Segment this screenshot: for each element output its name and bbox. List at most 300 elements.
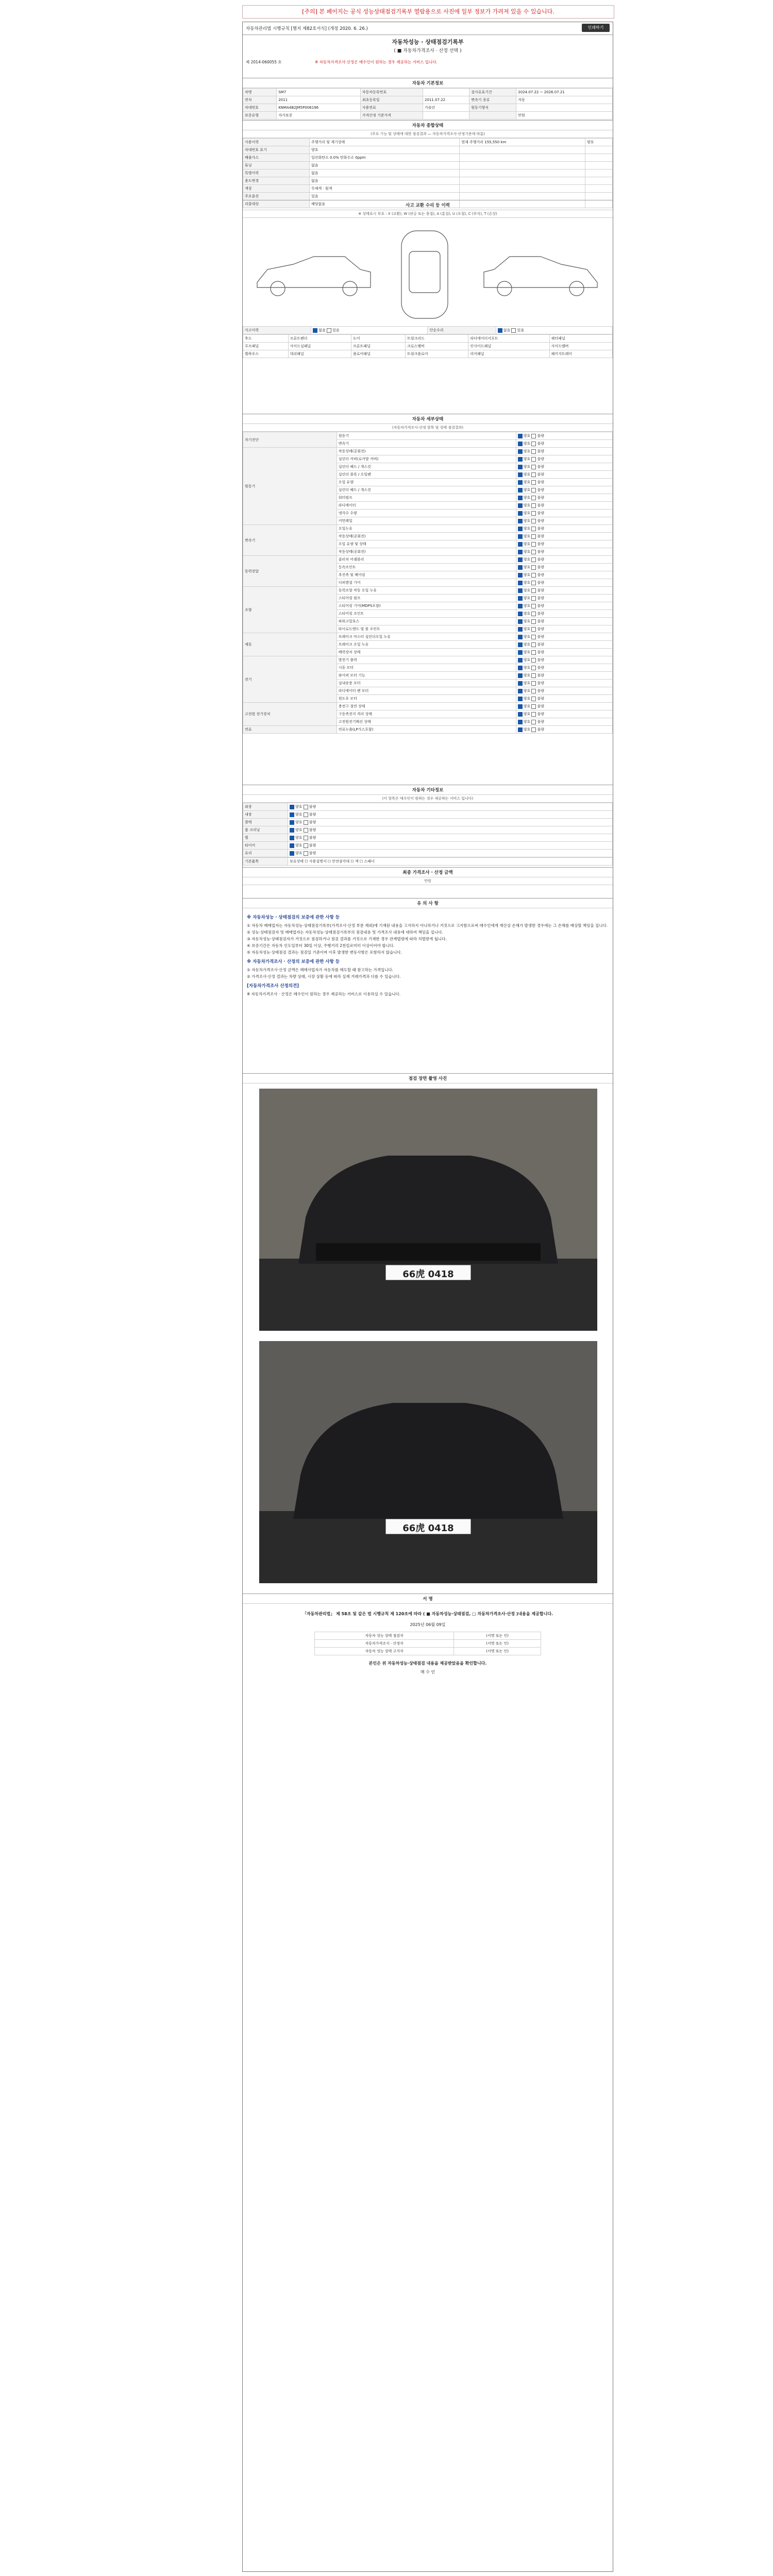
checkbox-icon (518, 449, 523, 454)
checkbox-icon (531, 557, 536, 562)
price-warning: ※ 자동차가격조사·산정은 매수인이 원하는 경우 제공하는 서비스 입니다. (315, 60, 438, 64)
detail-item-status[interactable] (516, 564, 612, 571)
checkbox-icon (518, 666, 523, 670)
detail-item-status[interactable] (516, 455, 612, 463)
simple-repair-answer[interactable] (496, 327, 612, 334)
detail-item-status[interactable] (516, 587, 612, 595)
detail-item-name: 타이로드엔드 및 볼 조인트 (337, 625, 516, 633)
other-item-status[interactable] (288, 850, 613, 857)
checkbox-icon (518, 565, 523, 570)
checkbox-icon (531, 527, 536, 531)
option-label: 불량 (537, 581, 545, 585)
detail-item-status[interactable] (516, 463, 612, 471)
detail-item-name: 연료누출(LP가스포함) (337, 726, 516, 734)
table-cell: 양호 (585, 139, 612, 146)
detail-item-status[interactable] (516, 533, 612, 540)
detail-item-status[interactable] (516, 479, 612, 486)
checkbox-icon (518, 658, 523, 663)
panel-cell: 대쉬패널 (288, 350, 351, 358)
notes-paragraph: ※ 자동차가격조사 · 산정은 매수인이 원하는 경우 제공하는 서비스로 이용하실 수 있습니다. (247, 992, 401, 996)
panel-cell: 루프패널 (243, 343, 289, 350)
table-cell (460, 185, 585, 193)
inspection-sheet (242, 22, 613, 2572)
option-label: 양호 (523, 511, 531, 515)
option-label: 불량 (537, 635, 545, 639)
table-row (243, 826, 613, 834)
table-row (243, 819, 613, 826)
checkbox-icon (531, 673, 536, 678)
detail-item-status[interactable] (516, 672, 612, 680)
detail-item-name: 오일누유 (337, 525, 516, 533)
detail-item-status[interactable] (516, 664, 612, 672)
document-title: 자동차성능 · 상태점검기록부 (392, 39, 464, 45)
detail-section-name: 변속기 (243, 525, 337, 556)
option-label: 불량 (537, 727, 545, 732)
table-cell: 무채색 · 흰색 (309, 185, 459, 193)
final-price-value: 만원 (243, 877, 613, 885)
inspection-photo-rear (259, 1341, 597, 1583)
detail-section-name: 동력전달 (243, 556, 337, 587)
detail-item-name: 동력조향 작동 오일 누유 (337, 587, 516, 595)
option-label: 양호 (523, 457, 531, 461)
detail-item-name: 실내송풍 모터 (337, 680, 516, 687)
panel-cell: 쿼터패널 (549, 335, 612, 343)
detail-item-status[interactable] (516, 440, 612, 448)
checkbox-icon (531, 666, 536, 670)
panel-cell: 도어 (351, 335, 406, 343)
table-cell: 색상 (243, 185, 310, 193)
detail-table (243, 432, 613, 734)
detail-item-status[interactable] (516, 432, 612, 440)
table-cell (423, 112, 469, 120)
option-label: 불량 (537, 573, 545, 577)
detail-item-status[interactable] (516, 548, 612, 556)
other-item-name: 타이어 (243, 842, 288, 850)
table-row (315, 1648, 541, 1655)
car-body-diagram (247, 221, 608, 324)
final-price-section (243, 867, 613, 885)
option-label: 불량 (537, 488, 545, 492)
table-cell (516, 104, 613, 112)
overall-status-subtitle: (주요 기능 및 상태에 대한 점검결과 — 자동차가격조사·산정기준에 따름) (243, 130, 613, 138)
table-row (243, 96, 613, 104)
option-label: 불량 (537, 534, 545, 538)
option-label: 불량 (537, 612, 545, 616)
option-label: 양호 (523, 488, 531, 492)
option-label: 양호 (523, 527, 531, 531)
checkbox-icon (531, 442, 536, 446)
table-row (243, 177, 613, 185)
detail-item-status[interactable] (516, 633, 612, 641)
option-label: 있음 (517, 328, 524, 332)
table-row (243, 448, 613, 455)
form-reference: 자동차관리법 시행규칙 [별지 제82호서식] (개정 2020. 6. 26.) (246, 26, 368, 31)
detail-item-status[interactable] (516, 649, 612, 656)
basic-items-values: 보유상태 ☐ 사용설명서 ☐ 안전삼각대 ☐ 잭 ☐ 스패너 (288, 858, 613, 866)
detail-item-status[interactable] (516, 571, 612, 579)
option-label: 양호 (295, 805, 303, 809)
other-item-status[interactable] (288, 842, 613, 850)
detail-item-name: 시동 모터 (337, 664, 516, 672)
checkbox-icon (518, 619, 523, 624)
option-label: 불량 (537, 503, 545, 507)
checkbox-icon (518, 527, 523, 531)
checkbox-icon (531, 565, 536, 570)
option-label: 양호 (295, 828, 303, 832)
table-cell: 검사유효기간 (469, 89, 516, 96)
checkbox-icon (531, 627, 536, 632)
detail-item-name: 라디에이터 팬 모터 (337, 687, 516, 695)
table-row (243, 811, 613, 819)
table-cell: 없음 (309, 177, 459, 185)
table-cell: 자동차등록번호 (360, 89, 423, 96)
option-label: 불량 (537, 681, 545, 685)
option-label: 불량 (309, 828, 316, 832)
detail-item-status[interactable] (516, 556, 612, 564)
table-row (243, 850, 613, 857)
signature-footer: 본인은 위 자동차성능·상태점검 내용을 제공받았음을 확인합니다. (368, 1661, 487, 1666)
detail-section-name: 고전원 전기장치 (243, 703, 337, 726)
detail-item-name: 작동상태(공회전) (337, 548, 516, 556)
option-label: 양호 (523, 434, 531, 438)
panel-cell: 후드 (243, 335, 289, 343)
option-label: 불량 (537, 720, 545, 724)
option-label: 양호 (523, 650, 531, 654)
detail-item-name: 작동상태(공회전) (337, 448, 516, 455)
panel-cell: 사이드실패널 (288, 343, 351, 350)
detail-item-status[interactable] (516, 525, 612, 533)
other-item-status[interactable] (288, 803, 613, 811)
checkbox-icon (518, 612, 523, 616)
document-header (243, 36, 613, 77)
option-label: 양호 (523, 720, 531, 724)
print-button[interactable]: 인쇄하기 (582, 24, 610, 32)
detail-item-status[interactable] (516, 625, 612, 633)
table-cell: 2024.07.22 ~ 2026.07.21 (516, 89, 613, 96)
detail-item-name: 실린더 커버(로커암 커버) (337, 455, 516, 463)
option-label: 불량 (537, 627, 545, 631)
option-label: 불량 (537, 642, 545, 647)
detail-item-name: 실린더 헤드 / 개스킷 (337, 463, 516, 471)
detail-item-status[interactable] (516, 471, 612, 479)
detail-item-status[interactable] (516, 448, 612, 455)
option-label: 양호 (523, 604, 531, 608)
detail-item-status[interactable] (516, 687, 612, 695)
other-item-status[interactable] (288, 819, 613, 826)
table-cell (460, 193, 585, 200)
panel-cell: 패키지트레이 (549, 350, 612, 358)
table-row (243, 162, 613, 170)
accident-answer-table (243, 326, 613, 334)
detail-item-name: 커먼레일 (337, 517, 516, 525)
panel-cell: 라디에이터서포트 (468, 335, 549, 343)
notes-heading: [자동차가격조사 산정의견] (247, 984, 299, 989)
table-cell: SM7 (277, 89, 361, 96)
table-cell: 특별이력 (243, 170, 310, 177)
option-label: 양호 (523, 658, 531, 662)
checkbox-icon (518, 650, 523, 655)
option-label: 불량 (537, 596, 545, 600)
detail-item-name: 실린더 헤드 / 개스킷 (337, 486, 516, 494)
option-label: 양호 (523, 642, 531, 647)
panel-cell: 리어패널 (468, 350, 549, 358)
table-cell: 주요옵션 (243, 193, 310, 200)
table-cell (423, 89, 469, 96)
detail-item-name: 디퍼렌셜 기어 (337, 579, 516, 587)
table-cell (585, 154, 612, 162)
table-cell (460, 162, 585, 170)
option-label: 양호 (523, 697, 531, 701)
basic-items-table (243, 857, 613, 866)
detail-item-status[interactable] (516, 695, 612, 703)
signature-statement: 「자동차관리법」 제 58조 및 같은 법 시행규칙 제 120조에 따라 ( ■ 자동차성능·상태점검, □ 자동차가격조사·산정 )내용을 제공합니다. (302, 1612, 553, 1616)
table-row (243, 432, 613, 440)
checkbox-icon (304, 843, 308, 848)
checkbox-icon (531, 642, 536, 647)
table-cell[interactable]: (서명 또는 인) (454, 1632, 541, 1640)
detail-item-status[interactable] (516, 703, 612, 710)
checkbox-icon (531, 496, 536, 500)
detail-item-status[interactable] (516, 680, 612, 687)
checkbox-icon (304, 828, 308, 833)
option-label: 불량 (309, 812, 316, 817)
option-label: 불량 (537, 565, 545, 569)
notes-paragraph: ② 가격조사·산정 결과는 차량 상태, 시장 상황 등에 따라 실제 거래가격과 다를 수 있습니다. (247, 974, 401, 979)
option-label: 불량 (537, 465, 545, 469)
option-label: 불량 (537, 604, 545, 608)
checkbox-icon (518, 596, 523, 601)
checkbox-icon (531, 472, 536, 477)
final-price-title: 최종 가격조사 · 산정 금액 (243, 868, 613, 877)
option-label: 불량 (309, 843, 316, 848)
option-label: 없음 (318, 328, 326, 332)
option-label: 불량 (309, 820, 316, 824)
detail-item-status[interactable] (516, 610, 612, 618)
table-row (243, 858, 613, 866)
checkbox-icon (531, 650, 536, 655)
option-label: 불량 (537, 666, 545, 670)
license-plate-front: 66虎 0418 (402, 1269, 454, 1280)
option-label: 불량 (537, 472, 545, 477)
checkbox-icon (290, 828, 294, 833)
detail-item-name: 브레이크 오일 누유 (337, 641, 516, 649)
table-cell (460, 146, 585, 154)
detail-item-status[interactable] (516, 710, 612, 718)
detail-section-name: 연료 (243, 726, 337, 734)
table-cell: 주행거리 및 계기상태 (309, 139, 459, 146)
option-label: 불량 (537, 704, 545, 708)
checkbox-icon (304, 820, 308, 825)
detail-item-name: 냉각수 수량 (337, 510, 516, 517)
table-cell: 자동차 성능 상태 고지자 (315, 1648, 454, 1655)
document-subtitle: ( ■ 자동차가격조사 · 산정 선택 ) (394, 48, 462, 54)
checkbox-icon (304, 805, 308, 809)
detail-item-name: 추진축 및 베어링 (337, 571, 516, 579)
overall-status-section (243, 120, 613, 208)
detail-item-status[interactable] (516, 502, 612, 510)
checkbox-icon (518, 689, 523, 693)
table-cell: 최초등록일 (360, 96, 423, 104)
checkbox-icon (531, 465, 536, 469)
detail-item-status[interactable] (516, 494, 612, 502)
other-item-name: 내장 (243, 811, 288, 819)
detail-item-status[interactable] (516, 595, 612, 602)
notes-paragraph: ① 자동차 매매업자는 자동차성능·상태점검기록부(가격조사·산정 부분 제외)에 기재된 내용을 고지하지 아니하거나 거짓으로 고지함으로써 매수인에게 재산상 손해가 발생한 경우에는 그 손해를 배상할 책임을 집니다. (247, 923, 608, 928)
other-info-title: 자동차 기타정보 (243, 785, 613, 795)
option-label: 양호 (523, 666, 531, 670)
table-cell: 있음 (309, 193, 459, 200)
signature-date: 2025년 06월 09일 (410, 1622, 446, 1627)
detail-item-name: 라디에이터 (337, 502, 516, 510)
option-label: 양호 (523, 673, 531, 677)
other-item-name: 유리 (243, 850, 288, 857)
other-item-name: 룸 크리닝 (243, 826, 288, 834)
detail-item-name: 스티어링 조인트 (337, 610, 516, 618)
detail-item-status[interactable] (516, 656, 612, 664)
table-row (243, 525, 613, 533)
detail-item-status[interactable] (516, 618, 612, 625)
table-cell: 변속기 종류 (469, 96, 516, 104)
checkbox-icon (531, 480, 536, 485)
table-cell (585, 162, 612, 170)
checkbox-icon (518, 480, 523, 485)
option-label: 있음 (332, 328, 340, 332)
checkbox-icon (531, 720, 536, 724)
detail-item-status[interactable] (516, 602, 612, 610)
signature-body (243, 1609, 613, 1675)
detail-item-name: 워터펌프 (337, 494, 516, 502)
signature-title: 서 명 (243, 1594, 613, 1604)
table-cell: 가솔린 (423, 104, 469, 112)
notes-section (243, 898, 613, 908)
detail-item-name: 배력장치 상태 (337, 649, 516, 656)
panel-cell: 사이드멤버 (549, 343, 612, 350)
table-row (315, 1640, 541, 1648)
option-label: 양호 (523, 704, 531, 708)
detail-item-name: 스티어링 기어(MDPS포함) (337, 602, 516, 610)
option-label: 불량 (309, 805, 316, 809)
panel-table (243, 334, 613, 358)
detail-item-name: 윈도우 모터 (337, 695, 516, 703)
checkbox-icon (518, 496, 523, 500)
detail-item-name: 오일 유량 (337, 479, 516, 486)
checkbox-icon (518, 604, 523, 608)
detail-item-status[interactable] (516, 718, 612, 726)
option-label: 불량 (537, 658, 545, 662)
table-cell[interactable]: (서명 또는 인) (454, 1648, 541, 1655)
table-cell (460, 177, 585, 185)
detail-item-name: 오일 유량 및 상태 (337, 540, 516, 548)
detail-item-name: 등속조인트 (337, 564, 516, 571)
checkbox-icon (511, 328, 516, 333)
detail-item-status[interactable] (516, 726, 612, 734)
overall-status-title: 자동차 종합상태 (243, 121, 613, 130)
table-cell: 자동차가격조사 · 산정자 (315, 1640, 454, 1648)
option-label: 불량 (537, 557, 545, 562)
option-label: 불량 (537, 519, 545, 523)
panel-cell: 크로스멤버 (406, 343, 468, 350)
sheet-topbar (243, 22, 613, 35)
checkbox-icon (290, 812, 294, 817)
panel-cell: 휠하우스 (243, 350, 289, 358)
checkbox-icon (518, 503, 523, 508)
option-label: 불량 (537, 550, 545, 554)
option-label: 양호 (523, 557, 531, 562)
checkbox-icon (518, 581, 523, 585)
detail-item-status[interactable] (516, 579, 612, 587)
notes-heading: ※ 자동차가격조사 · 산정의 보증에 관한 사항 등 (247, 959, 340, 964)
notes-title: 유 의 사 항 (243, 899, 613, 908)
table-cell: 없음 (309, 170, 459, 177)
checkbox-icon (531, 542, 536, 547)
notes-paragraph: ① 자동차가격조사·산정 금액은 매매사업자가 자동차를 매도할 때 참고하는 가격입니다. (247, 968, 394, 972)
option-label: 양호 (523, 619, 531, 623)
checkbox-icon (531, 519, 536, 523)
table-cell[interactable]: (서명 또는 인) (454, 1640, 541, 1648)
detail-item-name: 충전구 절연 상태 (337, 703, 516, 710)
table-cell: 용도변경 (243, 177, 310, 185)
other-item-status[interactable] (288, 811, 613, 819)
other-info-subtitle: (이 항목은 매수인이 원하는 경우 제공하는 서비스 입니다) (243, 795, 613, 803)
detail-item-status[interactable] (516, 641, 612, 649)
signature-section (243, 1594, 613, 1604)
table-row (243, 193, 613, 200)
option-label: 불량 (537, 496, 545, 500)
table-cell: 사용이력 (243, 139, 310, 146)
other-item-status[interactable] (288, 826, 613, 834)
detail-title: 자동차 세부상태 (243, 414, 613, 424)
checkbox-icon (518, 511, 523, 516)
option-label: 불량 (537, 442, 545, 446)
checkbox-icon (290, 805, 294, 809)
detail-item-name: 와이퍼 모터 기능 (337, 672, 516, 680)
detail-item-name: 실린더 블록 / 오일팬 (337, 471, 516, 479)
checkbox-icon (531, 604, 536, 608)
option-label: 불량 (537, 697, 545, 701)
notes-heading: ※ 자동차성능 · 상태점검의 보증에 관한 사항 등 (247, 915, 340, 920)
option-label: 불량 (537, 434, 545, 438)
table-cell (585, 193, 612, 200)
accident-history-answer[interactable] (311, 327, 428, 334)
checkbox-icon (518, 557, 523, 562)
checkbox-icon (531, 534, 536, 539)
detail-item-status[interactable] (516, 517, 612, 525)
table-cell: 2011.07.22 (423, 96, 469, 104)
table-cell (460, 170, 585, 177)
option-label: 양호 (523, 519, 531, 523)
table-cell (469, 112, 516, 120)
panel-cell: 트렁크플로어 (406, 350, 468, 358)
overall-status-table (243, 138, 613, 208)
detail-section-name: 전기 (243, 656, 337, 703)
table-cell: 자동 (516, 96, 613, 104)
detail-item-status[interactable] (516, 510, 612, 517)
table-cell: 가격산정 기준가격 (360, 112, 423, 120)
table-row (243, 112, 613, 120)
checkbox-icon (531, 503, 536, 508)
option-label: 양호 (523, 496, 531, 500)
detail-section (243, 414, 613, 734)
checkbox-icon (518, 519, 523, 523)
table-cell (460, 154, 585, 162)
detail-item-status[interactable] (516, 486, 612, 494)
option-label: 불량 (537, 542, 545, 546)
table-cell: 차명 (243, 89, 277, 96)
table-row (243, 726, 613, 734)
detail-item-status[interactable] (516, 540, 612, 548)
table-cell: 만원 (516, 112, 613, 120)
other-item-status[interactable] (288, 834, 613, 842)
